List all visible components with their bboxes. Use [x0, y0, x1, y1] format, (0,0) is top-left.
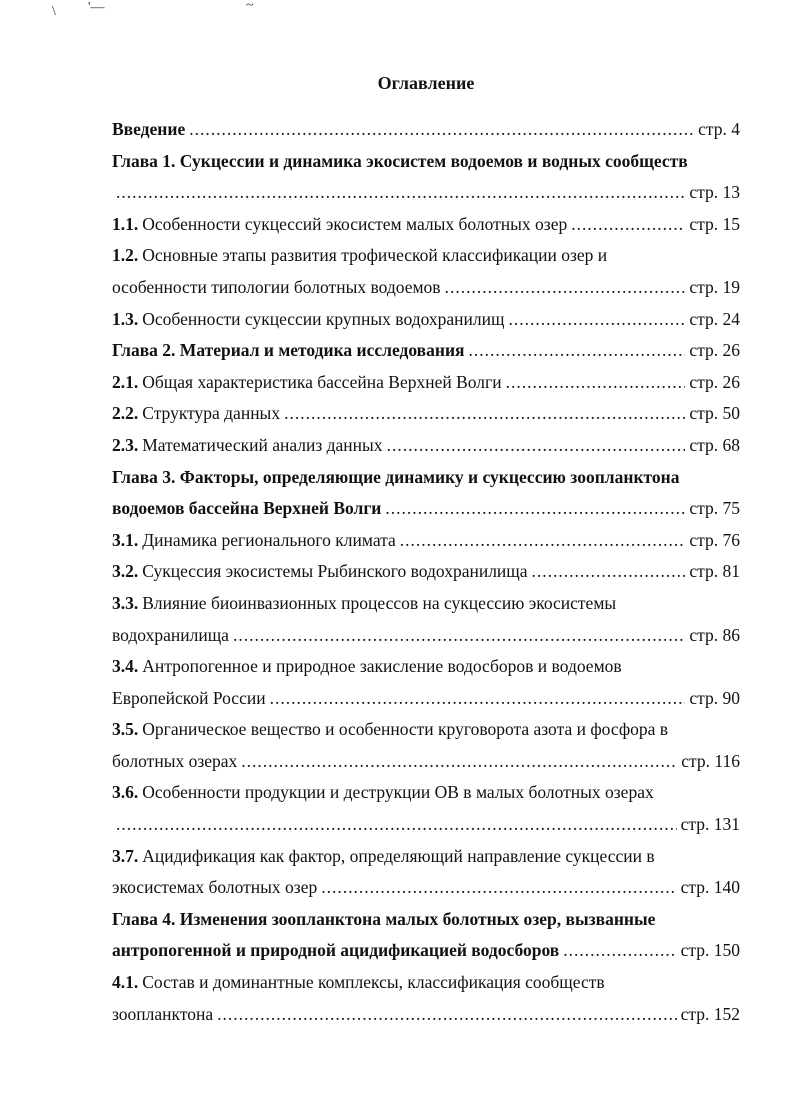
dot-leader [116, 809, 677, 841]
toc-entry [112, 367, 740, 399]
toc-entry-title: зоопланктона [112, 1003, 214, 1024]
toc-line [112, 967, 740, 999]
toc-entry [112, 240, 740, 303]
page-title: Оглавление [377, 73, 475, 93]
toc-entry [112, 588, 740, 651]
toc-entry-title: Введение [112, 119, 186, 139]
toc-entry [112, 462, 740, 525]
toc-entry-title: Глава 2. Материал и методика исследования [112, 340, 465, 361]
dot-leader [563, 935, 676, 967]
toc-entry-title: Глава 4. Изменения зоопланктона малых болотных озер, вызванные [112, 908, 656, 929]
toc-line [112, 177, 740, 209]
toc-line [112, 714, 740, 746]
toc-entry-title: Глава 3. Факторы, определяющие динамику и сукцессию зоопланктона [112, 466, 680, 487]
dot-leader [508, 304, 685, 336]
section-number: 4.1. [112, 972, 139, 993]
dot-leader [469, 335, 686, 367]
page-number: стр. 15 [689, 213, 740, 234]
toc-line [112, 240, 740, 272]
toc-line [112, 209, 740, 241]
toc-entry-title: Особенности сукцессий экосистем малых болотных озер [142, 213, 568, 234]
dot-leader [571, 209, 685, 241]
scan-mark-3: ~ [246, 0, 254, 13]
toc-entry-title: экосистемах болотных озер [112, 877, 318, 898]
page-number: стр. 24 [689, 308, 740, 329]
toc-entry-title: Влияние биоинвазионных процессов на сукцессию экосистемы [142, 592, 617, 613]
toc-line [112, 683, 740, 715]
toc-line [112, 114, 740, 146]
toc-entry [112, 651, 740, 714]
toc-entry [112, 904, 740, 967]
toc-line [112, 525, 740, 557]
toc-entry [112, 335, 740, 367]
toc-entry [112, 556, 740, 588]
toc-entry-title: Структура данных [142, 403, 281, 424]
toc-line [112, 746, 740, 778]
page-number: стр. 116 [681, 750, 740, 771]
toc-entry-title: Европейской России [112, 687, 266, 708]
toc-entry-title: Антропогенное и природное закисление водосборов и водоемов [142, 656, 622, 677]
page-number: стр. 81 [689, 561, 740, 582]
toc-line [112, 841, 740, 873]
page-number: стр. 150 [680, 940, 740, 961]
page-number: стр. 131 [680, 814, 740, 835]
dot-leader [116, 177, 685, 209]
page-number: стр. 68 [689, 434, 740, 455]
toc-entry-title: Математический анализ данных [142, 434, 383, 455]
section-number: 2.1. [112, 371, 139, 392]
section-number: 1.1. [112, 213, 139, 234]
toc-line [112, 367, 740, 399]
dot-leader [387, 430, 686, 462]
toc-entry [112, 777, 740, 840]
toc-entry-title: водохранилища [112, 624, 229, 645]
table-of-contents [112, 114, 740, 1030]
section-number: 3.1. [112, 529, 139, 550]
dot-leader [217, 999, 676, 1031]
section-number: 3.7. [112, 845, 139, 866]
toc-entry [112, 430, 740, 462]
toc-entry-title: Основные этапы развития трофической классификации озер и [142, 245, 608, 266]
toc-line [112, 588, 740, 620]
toc-entry-title: водоемов бассейна Верхней Волги [112, 498, 382, 519]
section-number: 2.2. [112, 403, 139, 424]
toc-line [112, 304, 740, 336]
dot-leader [385, 493, 685, 525]
dot-leader [270, 683, 686, 715]
section-number: 2.3. [112, 434, 139, 455]
page-number: стр. 76 [689, 529, 740, 550]
toc-entry [112, 525, 740, 557]
dot-leader [400, 525, 686, 557]
toc-entry [112, 146, 740, 209]
toc-entry-title: Сукцессия экосистемы Рыбинского водохранилища [142, 561, 528, 582]
toc-entry-title: Состав и доминантные комплексы, классификация сообществ [142, 972, 605, 993]
scan-mark-2: '— [88, 0, 105, 15]
toc-entry-title: антропогенной и природной ацидификацией водосборов [112, 940, 560, 961]
section-number: 1.2. [112, 245, 139, 266]
page-number: стр. 13 [689, 182, 740, 203]
toc-line [112, 556, 740, 588]
toc-entry [112, 967, 740, 1030]
toc-entry [112, 304, 740, 336]
toc-line [112, 651, 740, 683]
page-number: стр. 75 [689, 498, 740, 519]
toc-line [112, 904, 740, 936]
toc-line [112, 935, 740, 967]
toc-line [112, 398, 740, 430]
dot-leader [241, 746, 677, 778]
toc-line [112, 620, 740, 652]
toc-entry-title: особенности типологии болотных водоемов [112, 276, 441, 297]
dot-leader [284, 398, 685, 430]
toc-line [112, 493, 740, 525]
toc-entry [112, 714, 740, 777]
toc-line [112, 272, 740, 304]
toc-line [112, 430, 740, 462]
toc-entry-title: Особенности сукцессии крупных водохранилищ [142, 308, 505, 329]
scan-mark-1: \ [52, 4, 56, 19]
toc-line [112, 777, 740, 809]
dot-leader [445, 272, 686, 304]
toc-line [112, 146, 740, 178]
toc-line [112, 999, 740, 1031]
toc-entry [112, 398, 740, 430]
toc-entry-title: Ацидификация как фактор, определяющий направление сукцессии в [142, 845, 655, 866]
page-number: стр. 86 [689, 624, 740, 645]
dot-leader [506, 367, 686, 399]
toc-entry [112, 841, 740, 904]
section-number: 3.5. [112, 719, 139, 740]
page-number: стр. 26 [689, 371, 740, 392]
section-number: 3.2. [112, 561, 139, 582]
toc-line [112, 335, 740, 367]
dot-leader [189, 114, 694, 146]
toc-entry-title: Общая характеристика бассейна Верхней Волги [142, 371, 502, 392]
section-number: 1.3. [112, 308, 139, 329]
page-number: стр. 19 [689, 276, 740, 297]
toc-entry-title: болотных озерах [112, 750, 238, 771]
dot-leader [321, 872, 676, 904]
toc-entry-title: Особенности продукции и деструкции ОВ в малых болотных озерах [142, 782, 654, 803]
page-number: стр. 4 [698, 119, 740, 139]
dot-leader [233, 620, 685, 652]
section-number: 3.6. [112, 782, 139, 803]
toc-entry-title: Динамика регионального климата [142, 529, 396, 550]
page-number: стр. 140 [680, 877, 740, 898]
page-number: стр. 152 [680, 1003, 740, 1024]
toc-entry [112, 209, 740, 241]
page-number: стр. 90 [689, 687, 740, 708]
toc-line [112, 462, 740, 494]
page-number: стр. 50 [689, 403, 740, 424]
toc-entry-title: Глава 1. Сукцессии и динамика экосистем водоемов и водных сообществ [112, 150, 688, 171]
dot-leader [532, 556, 686, 588]
section-number: 3.4. [112, 656, 139, 677]
toc-entry-title: Органическое вещество и особенности круговорота азота и фосфора в [142, 719, 669, 740]
section-number: 3.3. [112, 592, 139, 613]
toc-line [112, 809, 740, 841]
toc-line [112, 872, 740, 904]
toc-entry [112, 114, 740, 146]
page-number: стр. 26 [689, 340, 740, 361]
